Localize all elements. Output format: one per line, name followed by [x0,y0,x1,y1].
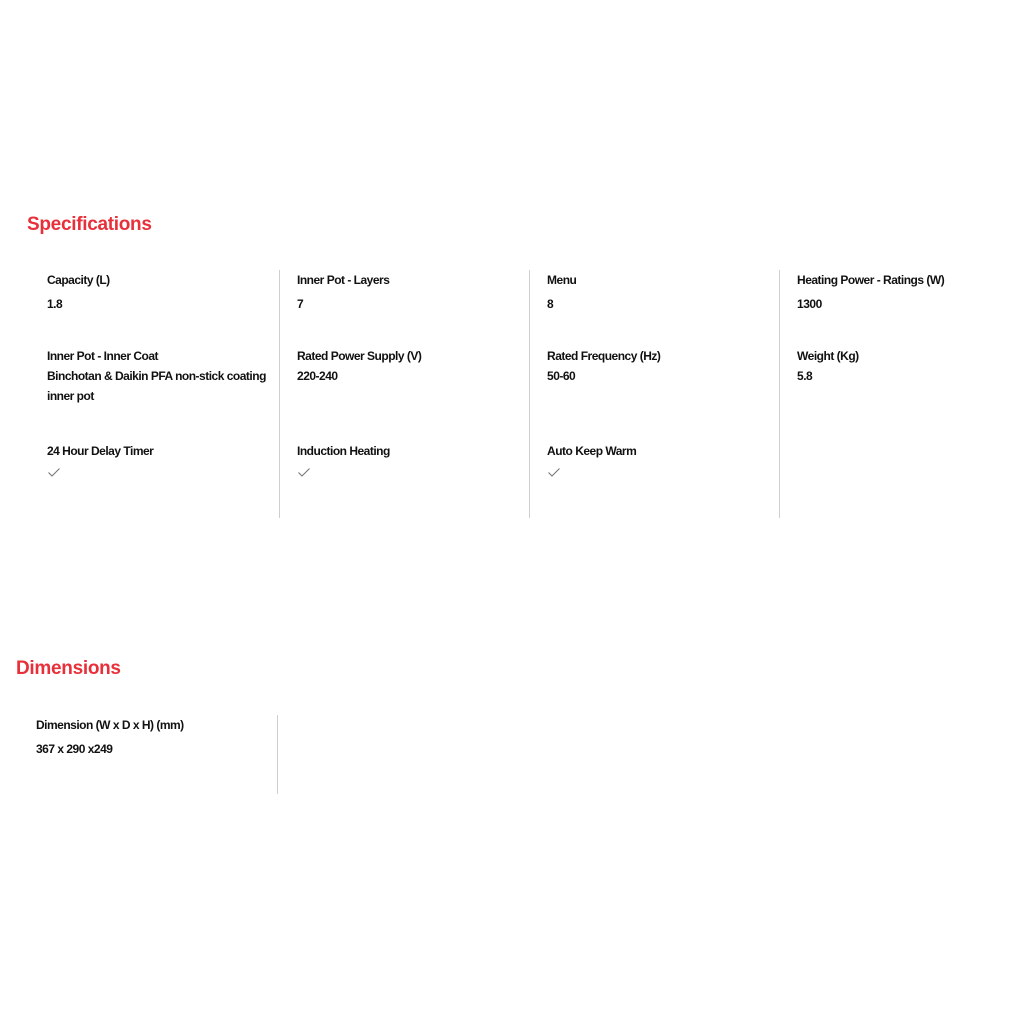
dim-value: 367 x 290 x249 [36,742,113,756]
spec-label: Inner Pot - Inner Coat [47,349,159,363]
spec-label: Inner Pot - Layers [297,273,390,287]
checkmark-icon [547,465,561,479]
spec-item-heating-power [797,270,1024,346]
spec-label: Auto Keep Warm [547,444,637,458]
spec-value: 5.8 [797,369,813,383]
dim-label: Dimension (W x D x H) (mm) [36,718,184,732]
spec-label: Rated Frequency (Hz) [547,349,661,363]
spec-item-inner-coat [47,346,277,441]
spec-label: Capacity (L) [47,273,110,287]
spec-label: Weight (Kg) [797,349,859,363]
spec-value: Binchotan & Daikin PFA non-stick coating inner pot [47,369,266,403]
spec-item-weight [797,346,1024,441]
spec-value: 1.8 [47,297,63,311]
dim-item-dimension [36,715,275,759]
spec-column-2 [280,270,530,518]
spec-item-menu [547,270,777,346]
dimensions-grid [20,715,278,794]
spec-column-3 [530,270,780,518]
spec-item-induction-heating [297,441,527,501]
spec-item-rated-frequency [547,346,777,441]
specifications-grid [30,270,1024,518]
spec-label: Induction Heating [297,444,390,458]
checkmark-icon [47,465,61,479]
spec-value: 8 [547,297,554,311]
dimensions-heading: Dimensions [16,658,121,679]
spec-item-capacity [47,270,277,346]
spec-label: Heating Power - Ratings (W) [797,273,945,287]
spec-value: 7 [297,297,304,311]
spec-column-4 [780,270,1024,518]
spec-item-rated-power-supply [297,346,527,441]
spec-item-delay-timer [47,441,277,501]
spec-value: 220-240 [297,369,338,383]
dim-column-1 [20,715,278,794]
spec-column-1 [30,270,280,518]
checkmark-icon [297,465,311,479]
spec-item-auto-keep-warm [547,441,777,501]
spec-label: Menu [547,273,577,287]
spec-value: 50-60 [547,369,576,383]
specifications-heading: Specifications [27,214,152,235]
spec-label: 24 Hour Delay Timer [47,444,154,458]
spec-label: Rated Power Supply (V) [297,349,422,363]
spec-item-inner-pot-layers [297,270,527,346]
spec-value: 1300 [797,297,822,311]
